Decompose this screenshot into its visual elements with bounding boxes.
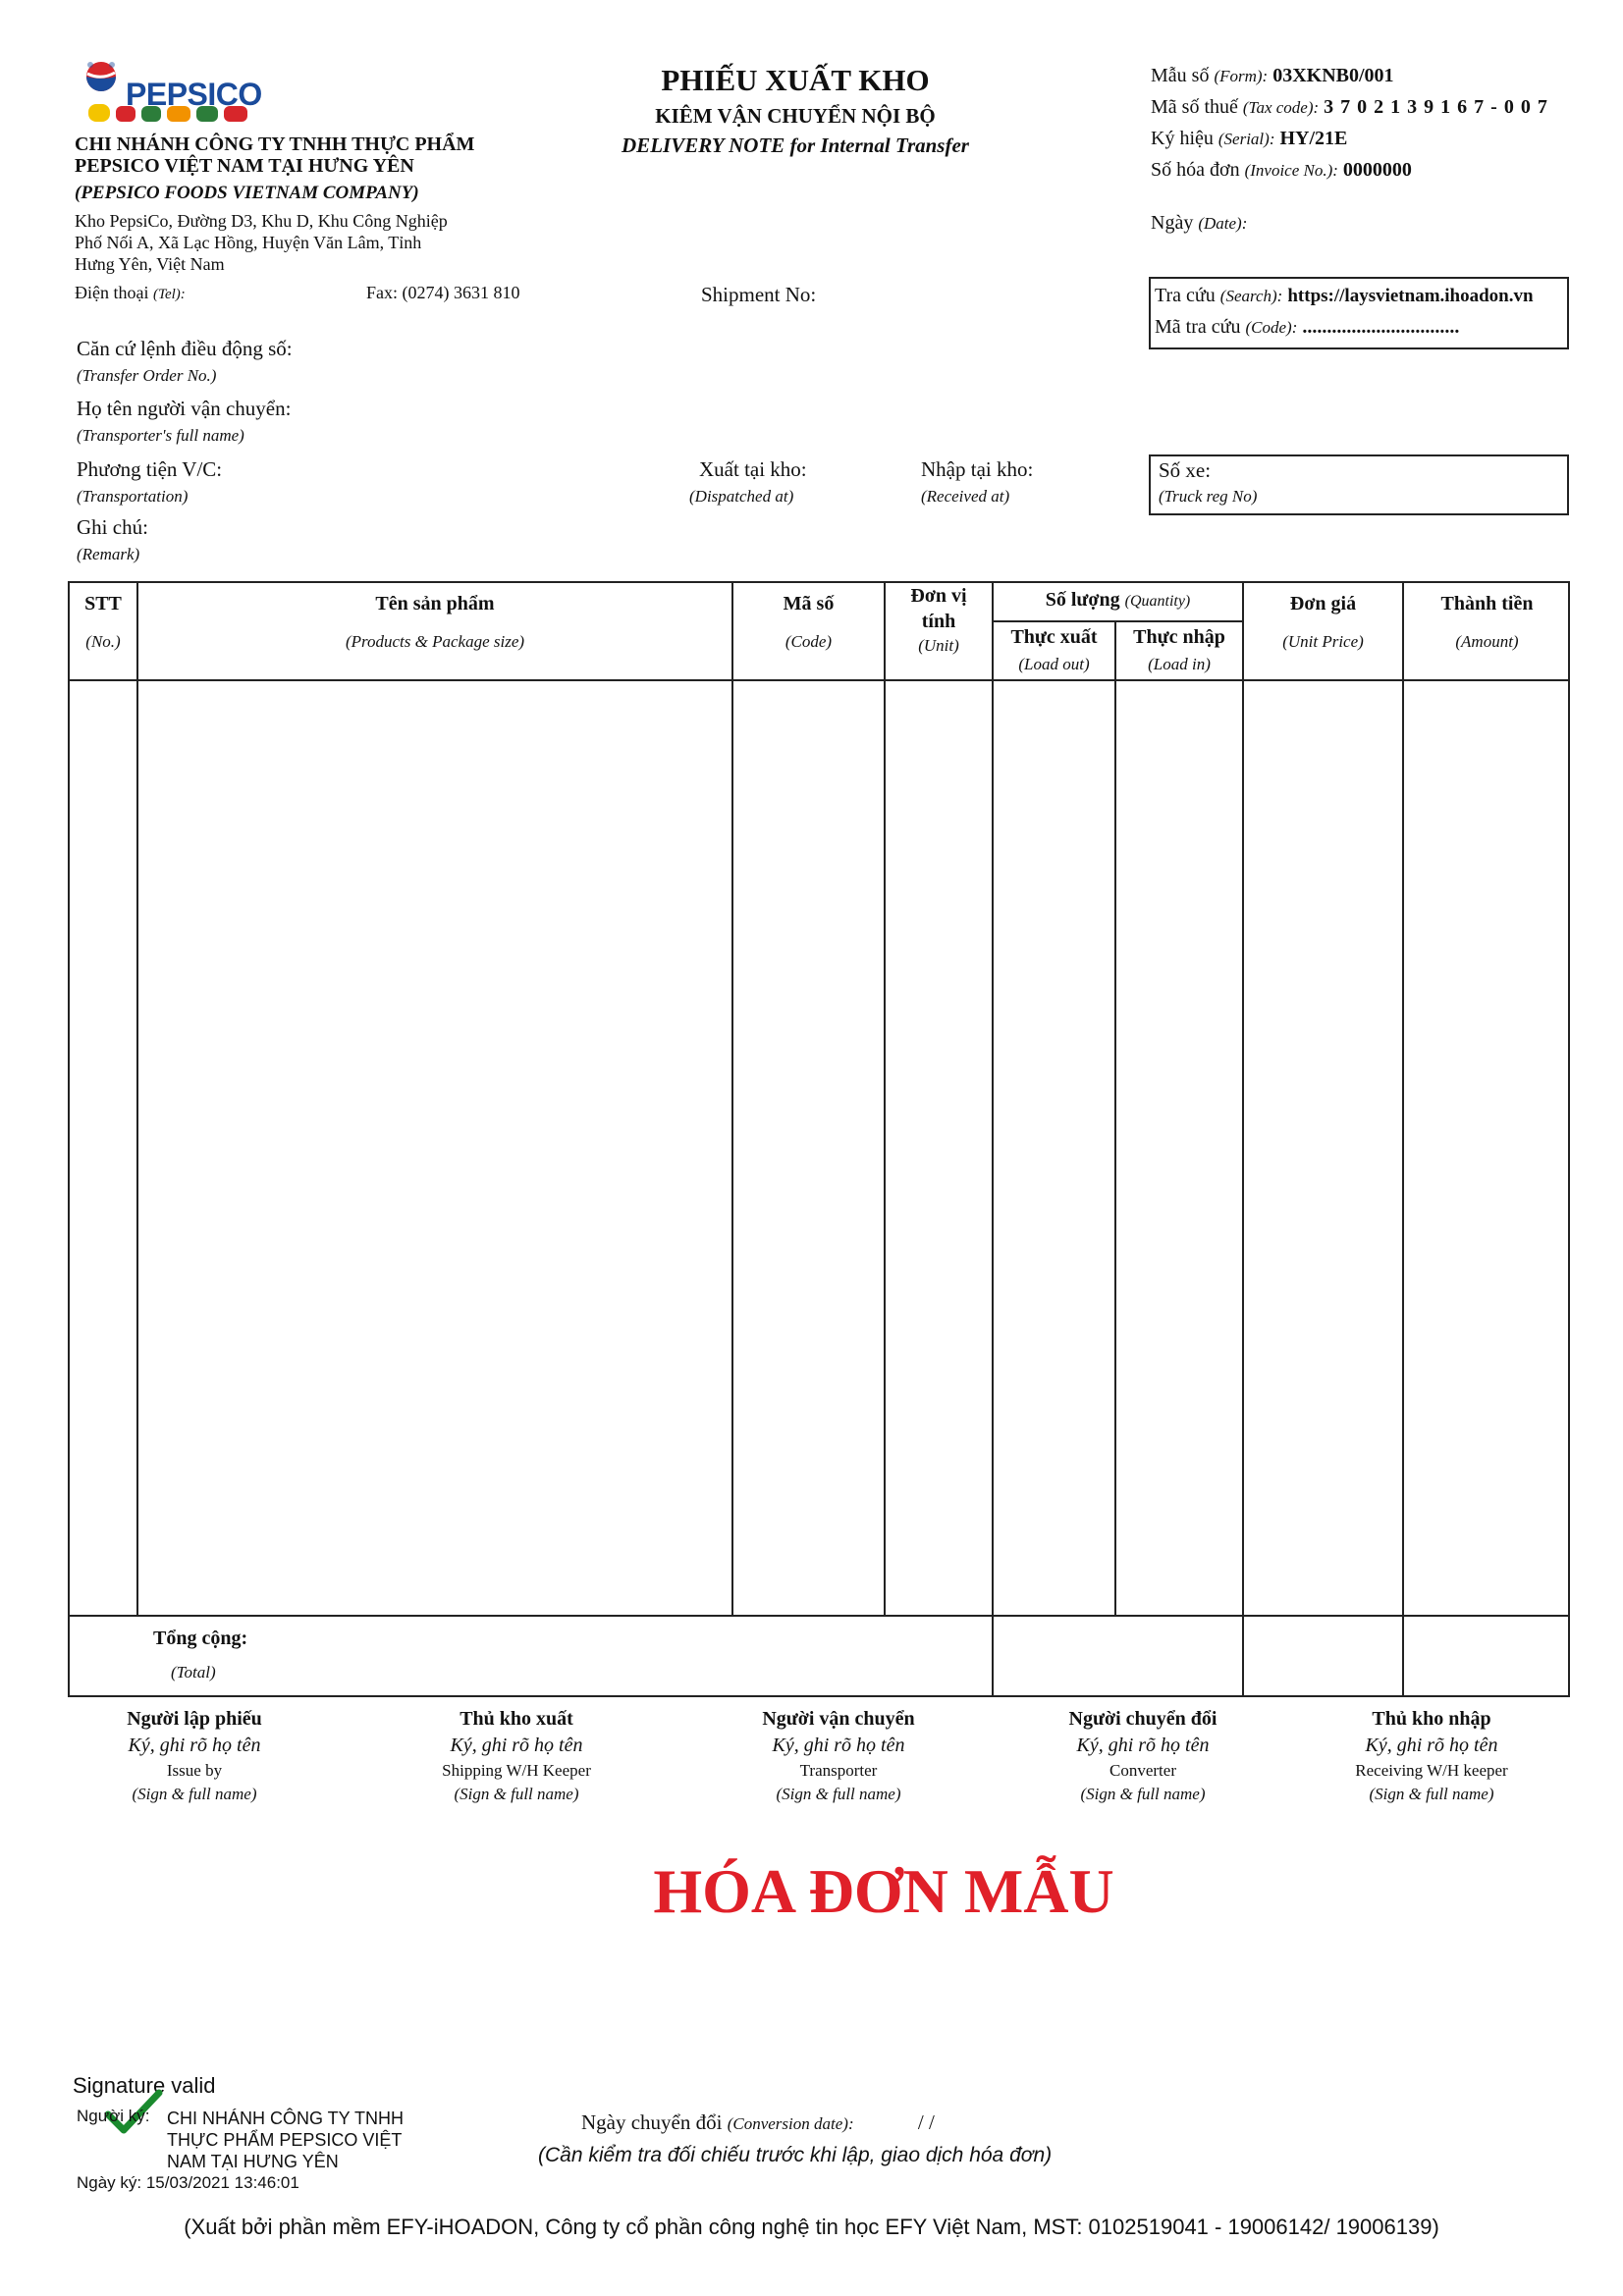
transporter-label: Họ tên người vận chuyển: bbox=[77, 397, 292, 420]
transportation-label: Phương tiện V/C: bbox=[77, 457, 223, 481]
signature-sign-hint-en: (Sign & full name) bbox=[454, 1785, 579, 1803]
col-header-amount-en: (Amount) bbox=[1455, 632, 1519, 651]
serial-value: HY/21E bbox=[1279, 128, 1348, 149]
table-header-divider bbox=[68, 679, 1570, 681]
signature-status: Signature valid bbox=[73, 2073, 216, 2098]
col-header-unit-l2: tính bbox=[921, 611, 956, 632]
col-header-code-en: (Code) bbox=[784, 632, 833, 651]
col-header-product-en: (Products & Package size) bbox=[345, 632, 525, 651]
signature-sign-hint: Ký, ghi rõ họ tên bbox=[128, 1735, 261, 1756]
quantity-label-en: (Quantity) bbox=[1124, 593, 1191, 610]
page-subtitle-en: DELIVERY NOTE for Internal Transfer bbox=[622, 133, 969, 157]
form-label-en: (Form): bbox=[1214, 67, 1269, 85]
signature-sign-hint-en: (Sign & full name) bbox=[132, 1785, 257, 1803]
company-address-line1: Kho PepsiCo, Đường D3, Khu D, Khu Công Nghiệp bbox=[75, 211, 448, 231]
dispatched-label-en: (Dispatched at) bbox=[689, 487, 794, 506]
truck-label-en: (Truck reg No) bbox=[1159, 487, 1258, 506]
signature-title: Người vận chuyển bbox=[762, 1708, 915, 1730]
transportation-label-en: (Transportation) bbox=[77, 487, 189, 506]
sample-invoice-stamp: HÓA ĐƠN MẪU bbox=[653, 1856, 1114, 1926]
col-header-product: Tên sản phẩm bbox=[375, 593, 495, 614]
col-header-stt-en: (No.) bbox=[85, 632, 121, 651]
signature-role-en: Issue by bbox=[166, 1761, 223, 1780]
total-label-en: (Total) bbox=[171, 1663, 216, 1682]
page-subtitle: KIÊM VẬN CHUYỂN NỘI BỘ bbox=[655, 104, 936, 128]
col-header-unit-l1: Đơn vị bbox=[910, 585, 967, 607]
total-label: Tổng cộng: bbox=[153, 1628, 248, 1649]
signature-title: Người lập phiếu bbox=[127, 1708, 262, 1730]
received-label: Nhập tại kho: bbox=[921, 457, 1034, 481]
pepsico-wordmark: PEPSICO bbox=[126, 77, 262, 112]
signer-name-line2: THỰC PHẨM PEPSICO VIỆT bbox=[167, 2130, 403, 2150]
lookup-search bbox=[1155, 285, 1534, 307]
fax: Fax: (0274) 3631 810 bbox=[366, 283, 520, 302]
signature-shipping-keeper bbox=[379, 1708, 654, 1804]
search-label-en: (Search): bbox=[1219, 287, 1283, 305]
code-value: ................................ bbox=[1302, 316, 1460, 338]
date bbox=[1151, 212, 1247, 235]
col-divider-code bbox=[884, 581, 886, 1617]
signature-sign-hint: Ký, ghi rõ họ tên bbox=[1076, 1735, 1210, 1756]
col-header-amount: Thành tiền bbox=[1440, 593, 1534, 614]
footer-text: (Xuất bởi phần mềm EFY-iHOADON, Công ty cổ phần công nghệ tin học EFY Việt Nam, MST: 0102519041 - 19006142/ 19006139) bbox=[184, 2215, 1439, 2239]
signature-sign-hint-en: (Sign & full name) bbox=[1369, 1785, 1494, 1803]
company-name-line2: PEPSICO VIỆT NAM TẠI HƯNG YÊN bbox=[75, 155, 414, 177]
received-label-en: (Received at) bbox=[921, 487, 1010, 506]
form-number bbox=[1151, 65, 1394, 87]
truck-label: Số xe: bbox=[1159, 458, 1212, 482]
col-header-stt: STT bbox=[84, 593, 122, 614]
shipment-label: Shipment No: bbox=[701, 283, 817, 306]
company-name-en: (PEPSICO FOODS VIETNAM COMPANY) bbox=[75, 183, 419, 203]
items-table bbox=[68, 581, 1570, 1697]
lookup-code bbox=[1155, 316, 1459, 339]
col-divider-quantity bbox=[1242, 581, 1244, 1697]
dispatched-label: Xuất tại kho: bbox=[699, 457, 807, 481]
company-address-line3: Hưng Yên, Việt Nam bbox=[75, 254, 225, 274]
col-header-unit-en: (Unit) bbox=[918, 636, 959, 655]
tel-label-vi: Điện thoại bbox=[75, 283, 149, 302]
signature-converter bbox=[1005, 1708, 1280, 1804]
col-header-loadout: Thực xuất bbox=[1010, 626, 1098, 648]
col-header-loadin: Thực nhập bbox=[1133, 626, 1225, 648]
company-address-line2: Phố Nối A, Xã Lạc Hồng, Huyện Văn Lâm, Tỉnh bbox=[75, 233, 422, 252]
date-label: Ngày bbox=[1151, 212, 1194, 234]
signer-name-line1: CHI NHÁNH CÔNG TY TNHH bbox=[167, 2109, 405, 2128]
signature-role-en: Shipping W/H Keeper bbox=[442, 1761, 591, 1780]
signed-date: Ngày ký: 15/03/2021 13:46:01 bbox=[77, 2173, 299, 2192]
tax-label-en: (Tax code): bbox=[1242, 98, 1320, 117]
col-divider-loadout bbox=[1114, 620, 1116, 1615]
serial bbox=[1151, 128, 1347, 150]
transfer-order-label-en: (Transfer Order No.) bbox=[77, 366, 217, 385]
col-header-loadin-en: (Load in) bbox=[1148, 655, 1211, 673]
col-header-loadout-en: (Load out) bbox=[1018, 655, 1090, 673]
date-label-en: (Date): bbox=[1198, 214, 1248, 233]
signature-title: Người chuyển đổi bbox=[1068, 1708, 1217, 1730]
form-value: 03XKNB0/001 bbox=[1272, 65, 1394, 86]
search-url-link[interactable]: https://laysvietnam.ihoadon.vn bbox=[1287, 286, 1534, 306]
page-title: PHIẾU XUẤT KHO bbox=[661, 63, 930, 97]
tax-code bbox=[1151, 96, 1548, 119]
col-divider-product bbox=[731, 581, 733, 1617]
signature-title: Thủ kho nhập bbox=[1372, 1708, 1491, 1730]
transporter-label-en: (Transporter's full name) bbox=[77, 426, 244, 445]
signature-sign-hint: Ký, ghi rõ họ tên bbox=[1365, 1735, 1498, 1756]
signature-sign-hint-en: (Sign & full name) bbox=[1080, 1785, 1206, 1803]
signature-transporter bbox=[701, 1708, 976, 1804]
signature-receiving-keeper bbox=[1294, 1708, 1569, 1804]
conversion-label-en: (Conversion date): bbox=[727, 2114, 854, 2133]
conversion-date bbox=[581, 2110, 935, 2135]
signer-label: Người ký: bbox=[77, 2107, 150, 2125]
invoice-number bbox=[1151, 159, 1412, 182]
search-label: Tra cứu bbox=[1155, 285, 1216, 306]
signature-sign-hint-en: (Sign & full name) bbox=[776, 1785, 901, 1803]
col-header-price: Đơn giá bbox=[1289, 593, 1357, 614]
tel-label bbox=[75, 283, 186, 303]
tel-label-en: (Tel): bbox=[152, 287, 186, 302]
invoice-label: Số hóa đơn bbox=[1151, 159, 1240, 181]
signature-sign-hint: Ký, ghi rõ họ tên bbox=[772, 1735, 905, 1756]
quantity-label: Số lượng bbox=[1045, 589, 1120, 611]
col-divider-price bbox=[1402, 581, 1404, 1697]
signature-sign-hint: Ký, ghi rõ họ tên bbox=[450, 1735, 583, 1756]
invoice-label-en: (Invoice No.): bbox=[1244, 161, 1338, 180]
transfer-order-label: Căn cứ lệnh điều động số: bbox=[77, 337, 293, 360]
code-label: Mã tra cứu bbox=[1155, 316, 1241, 338]
col-header-price-en: (Unit Price) bbox=[1282, 632, 1364, 651]
col-header-code: Mã số bbox=[783, 593, 835, 614]
col-divider-unit bbox=[992, 581, 994, 1697]
conversion-note: (Cần kiểm tra đối chiếu trước khi lập, giao dịch hóa đơn) bbox=[538, 2144, 1053, 2166]
col-divider-stt bbox=[136, 581, 138, 1617]
invoice-value: 0000000 bbox=[1342, 159, 1412, 181]
remark-label: Ghi chú: bbox=[77, 515, 148, 539]
code-label-en: (Code): bbox=[1245, 318, 1298, 337]
signature-title: Thủ kho xuất bbox=[460, 1708, 573, 1730]
form-label: Mẫu số bbox=[1151, 65, 1210, 86]
col-header-quantity bbox=[994, 589, 1242, 612]
quantity-subheader-divider bbox=[992, 620, 1243, 622]
remark-label-en: (Remark) bbox=[77, 545, 140, 563]
total-row-divider bbox=[68, 1615, 1570, 1617]
conversion-label: Ngày chuyển đổi bbox=[581, 2110, 723, 2134]
signature-role-en: Receiving W/H keeper bbox=[1355, 1761, 1508, 1780]
signer-name-line3: NAM TẠI HƯNG YÊN bbox=[167, 2152, 339, 2171]
tax-label: Mã số thuế bbox=[1151, 96, 1238, 118]
serial-label: Ký hiệu bbox=[1151, 128, 1214, 149]
tax-value: 3 7 0 2 1 3 9 1 6 7 - 0 0 7 bbox=[1324, 96, 1548, 118]
signature-issuer bbox=[57, 1708, 332, 1804]
conversion-value: / / bbox=[917, 2110, 935, 2134]
serial-label-en: (Serial): bbox=[1217, 130, 1275, 148]
company-name-line1: CHI NHÁNH CÔNG TY TNHH THỰC PHẨM bbox=[75, 133, 475, 155]
signature-role-en: Transporter bbox=[799, 1761, 878, 1780]
signature-role-en: Converter bbox=[1109, 1761, 1176, 1780]
